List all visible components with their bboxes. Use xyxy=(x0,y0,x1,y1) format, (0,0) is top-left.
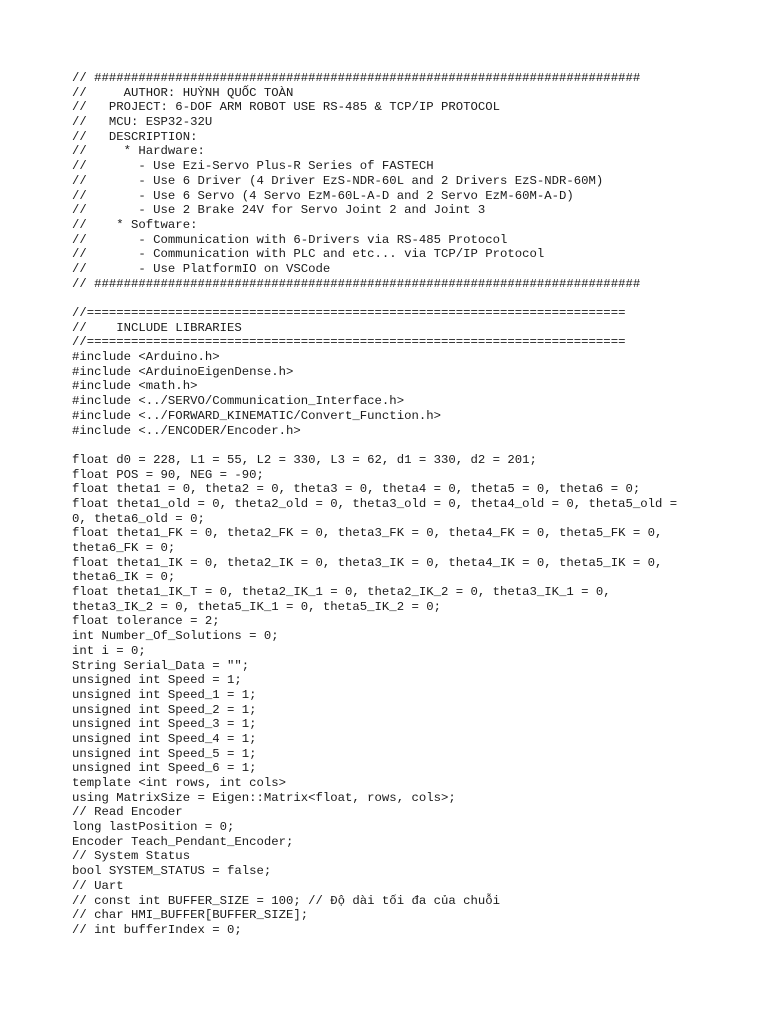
code-line: // - Communication with PLC and etc... via TCP/IP Protocol xyxy=(72,247,545,262)
code-line: unsigned int Speed = 1; xyxy=(72,673,242,688)
code-line: float theta1_IK_T = 0, theta2_IK_1 = 0, theta2_IK_2 = 0, theta3_IK_1 = 0, xyxy=(72,585,611,600)
code-line: 0, theta6_old = 0; xyxy=(72,511,205,526)
code-line: // ########################################################################## xyxy=(72,276,641,291)
code-line: // DESCRIPTION: xyxy=(72,129,198,144)
code-line: long lastPosition = 0; xyxy=(72,820,235,835)
code-line: unsigned int Speed_2 = 1; xyxy=(72,702,257,717)
code-line: #include <../ENCODER/Encoder.h> xyxy=(72,423,301,438)
code-document xyxy=(72,71,712,938)
code-line: // char HMI_BUFFER[BUFFER_SIZE]; xyxy=(72,908,309,923)
code-line: unsigned int Speed_5 = 1; xyxy=(72,746,257,761)
code-line: // const int BUFFER_SIZE = 100; // Độ dài tối đa của chuỗi xyxy=(72,893,501,908)
code-line: // - Use 6 Servo (4 Servo EzM-60L-A-D and 2 Servo EzM-60M-A-D) xyxy=(72,188,574,203)
code-line: // - Use 2 Brake 24V for Servo Joint 2 and Joint 3 xyxy=(72,203,486,218)
code-line: float theta1_FK = 0, theta2_FK = 0, theta3_FK = 0, theta4_FK = 0, theta5_FK = 0, xyxy=(72,526,663,541)
code-line: float theta1_IK = 0, theta2_IK = 0, theta3_IK = 0, theta4_IK = 0, theta5_IK = 0, xyxy=(72,555,663,570)
code-line: // - Use PlatformIO on VSCode xyxy=(72,261,331,276)
code-line: // - Communication with 6-Drivers via RS-485 Protocol xyxy=(72,232,508,247)
code-line: int Number_Of_Solutions = 0; xyxy=(72,629,279,644)
code-line: // * Software: xyxy=(72,217,198,232)
code-line: // AUTHOR: HUỲNH QUỐC TOÀN xyxy=(72,85,294,100)
code-line: // INCLUDE LIBRARIES xyxy=(72,320,242,335)
code-line: int i = 0; xyxy=(72,643,146,658)
code-line: // - Use 6 Driver (4 Driver EzS-NDR-60L and 2 Drivers EzS-NDR-60M) xyxy=(72,173,604,188)
code-line: float POS = 90, NEG = -90; xyxy=(72,467,264,482)
blank-line xyxy=(72,438,712,453)
code-line: #include <../SERVO/Communication_Interface.h> xyxy=(72,394,405,409)
code-line: #include <ArduinoEigenDense.h> xyxy=(72,364,294,379)
code-line: #include <../FORWARD_KINEMATIC/Convert_Function.h> xyxy=(72,408,441,423)
code-line: // * Hardware: xyxy=(72,144,205,159)
code-line: float theta1_old = 0, theta2_old = 0, theta3_old = 0, theta4_old = 0, theta5_old = xyxy=(72,496,678,511)
code-line: theta6_FK = 0; xyxy=(72,541,176,555)
code-line: unsigned int Speed_6 = 1; xyxy=(72,761,257,776)
code-line: template <int rows, int cols> xyxy=(72,776,287,790)
code-line: Encoder Teach_Pendant_Encoder; xyxy=(72,834,294,849)
code-line: unsigned int Speed_4 = 1; xyxy=(72,731,257,746)
code-line: unsigned int Speed_3 = 1; xyxy=(72,717,257,732)
code-line: // Uart xyxy=(72,878,124,893)
code-line: float tolerance = 2; xyxy=(72,614,220,629)
code-line: // - Use Ezi-Servo Plus-R Series of FASTECH xyxy=(72,159,434,174)
code-line: using MatrixSize = Eigen::Matrix<float, rows, cols>; xyxy=(72,790,456,805)
code-line: // int bufferIndex = 0; xyxy=(72,922,242,937)
code-line: // PROJECT: 6-DOF ARM ROBOT USE RS-485 & TCP/IP PROTOCOL xyxy=(72,100,501,115)
code-line: bool SYSTEM_STATUS = false; xyxy=(72,864,272,879)
code-line: theta6_IK = 0; xyxy=(72,570,176,585)
code-line: #include <Arduino.h> xyxy=(72,350,220,365)
code-line: // Read Encoder xyxy=(72,805,183,820)
code-line: //========================================================================= xyxy=(72,335,626,350)
code-line: float d0 = 228, L1 = 55, L2 = 330, L3 = 62, d1 = 330, d2 = 201; xyxy=(72,452,537,467)
code-line: #include <math.h> xyxy=(72,379,198,394)
code-line: // System Status xyxy=(72,849,191,864)
blank-line xyxy=(72,291,712,306)
code-line: float theta1 = 0, theta2 = 0, theta3 = 0, theta4 = 0, theta5 = 0, theta6 = 0; xyxy=(72,482,641,497)
code-line: unsigned int Speed_1 = 1; xyxy=(72,687,257,702)
code-line: //========================================================================= xyxy=(72,306,626,320)
code-line: // ########################################################################## xyxy=(72,71,641,85)
code-line: theta3_IK_2 = 0, theta5_IK_1 = 0, theta5_IK_2 = 0; xyxy=(72,599,441,614)
code-line: String Serial_Data = ""; xyxy=(72,658,250,673)
code-line: // MCU: ESP32-32U xyxy=(72,115,213,130)
